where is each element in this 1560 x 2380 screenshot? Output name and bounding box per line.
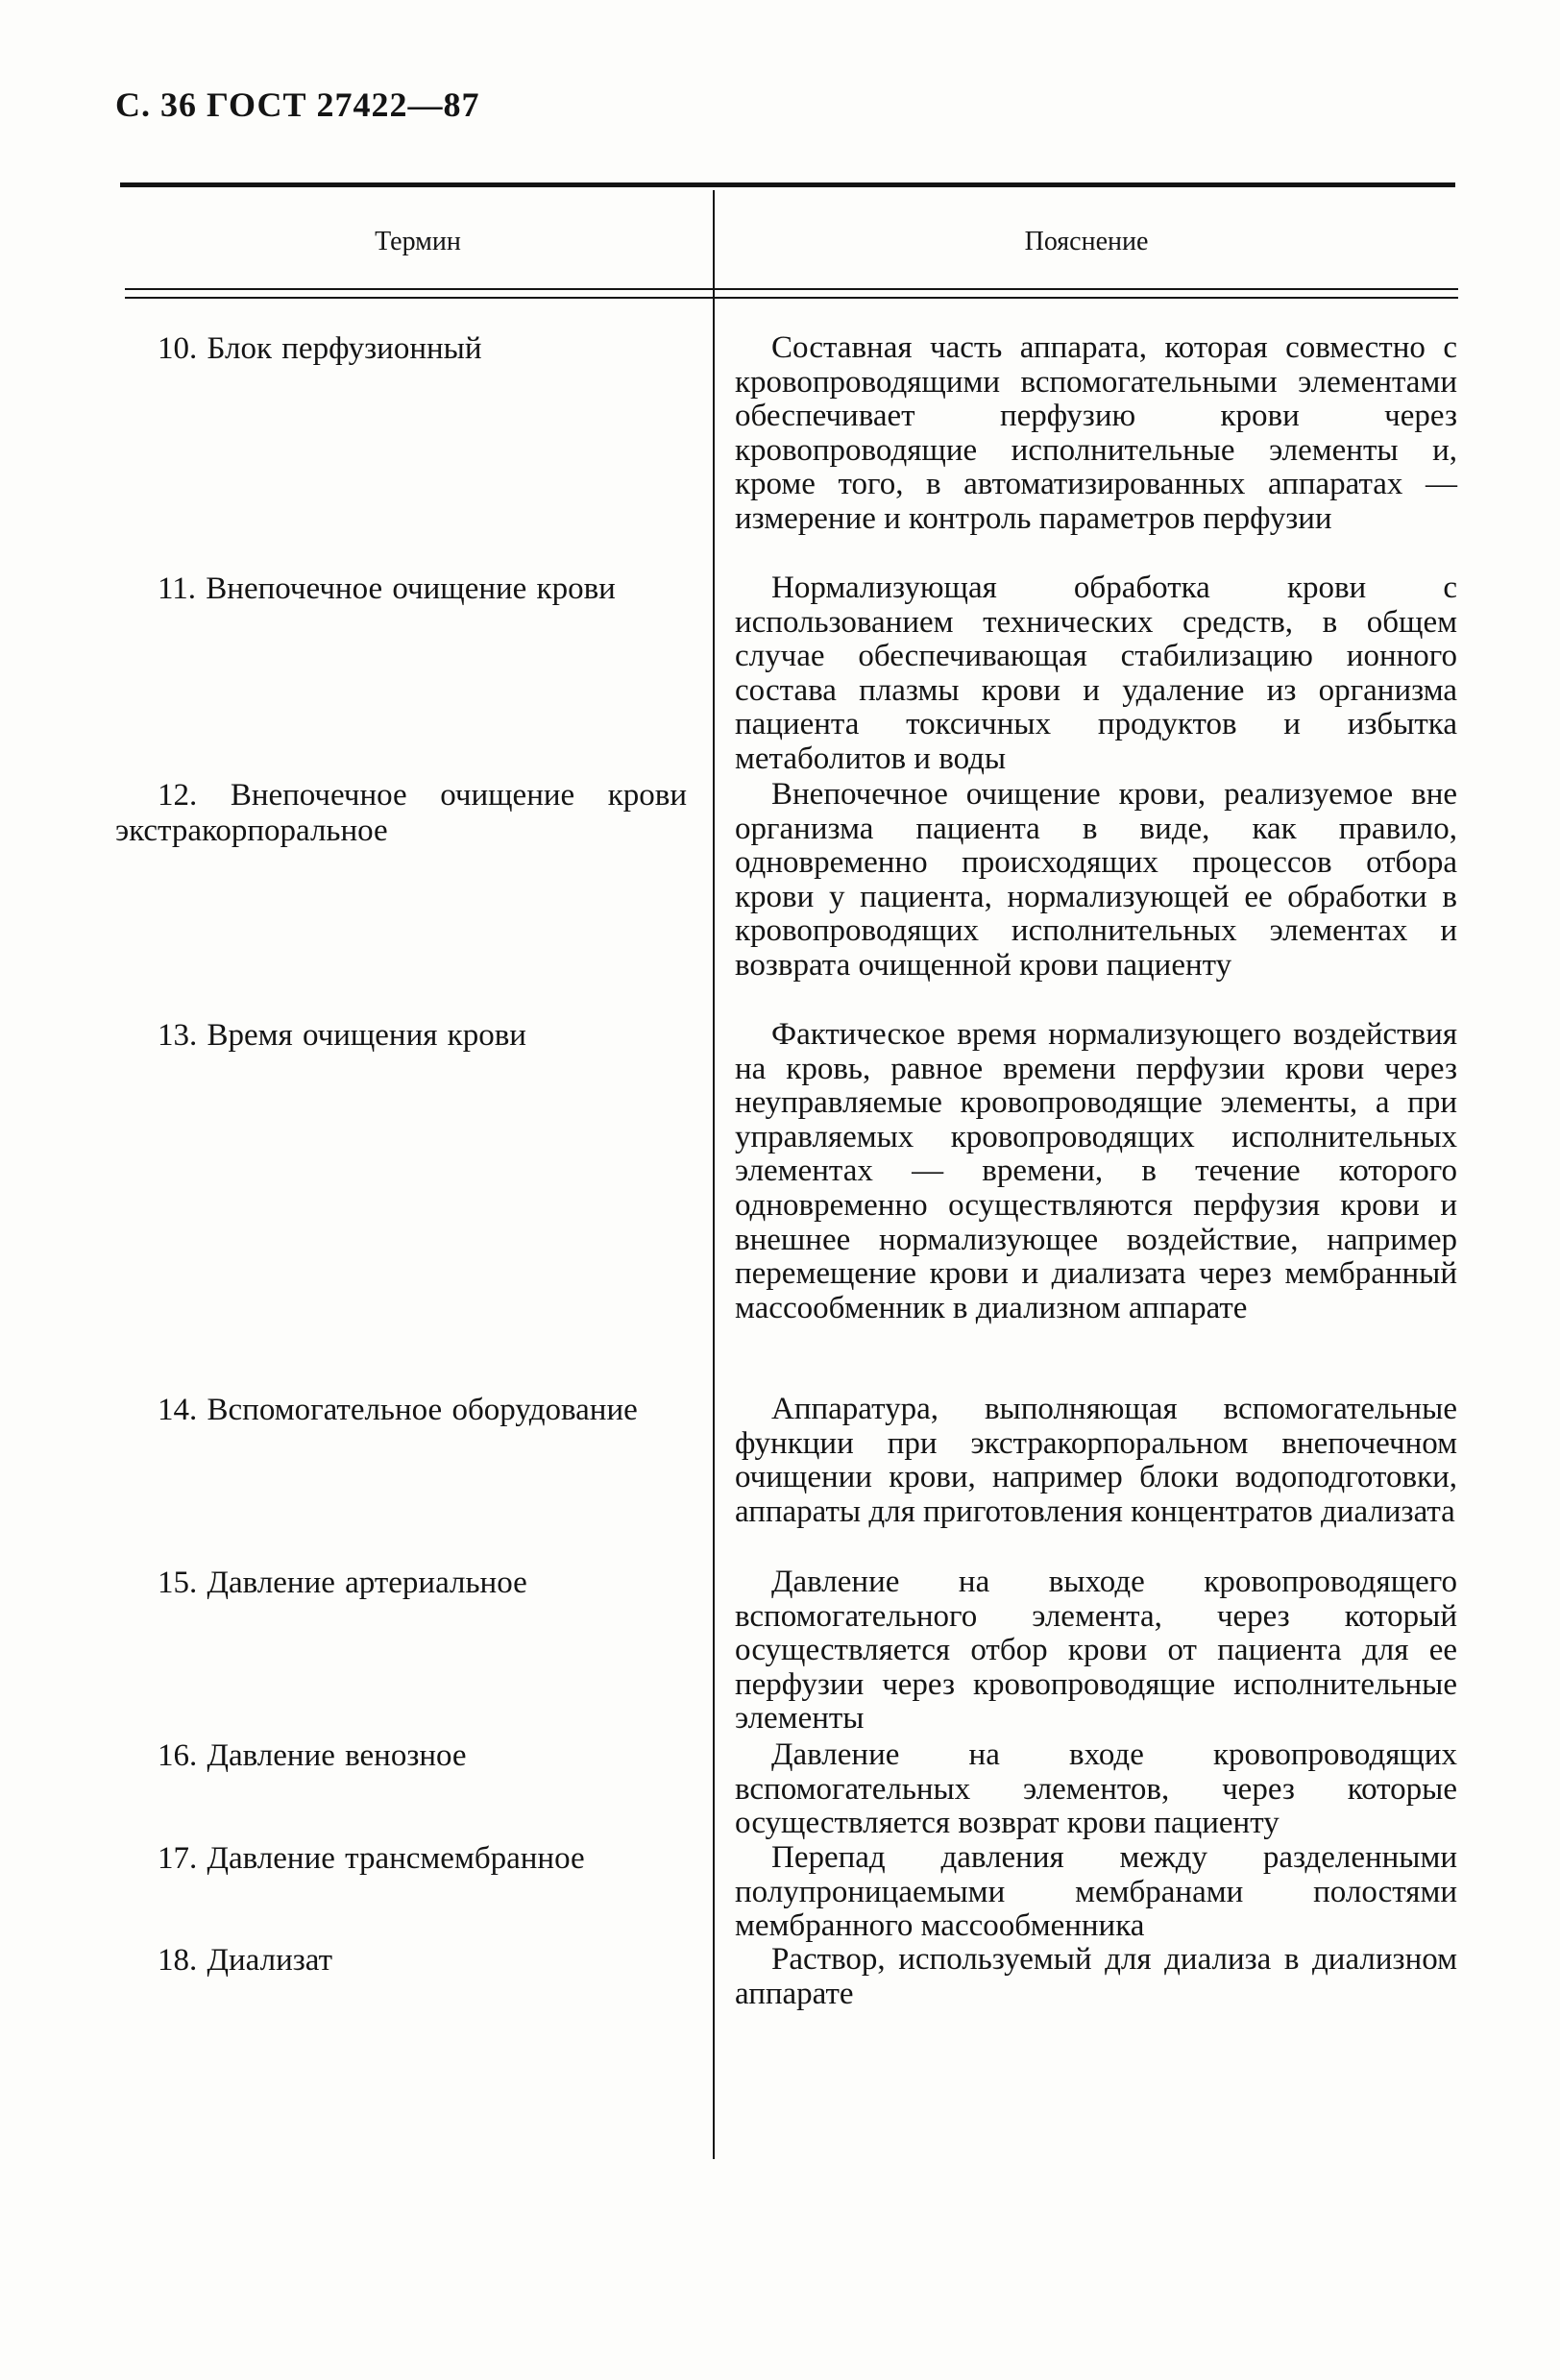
term-text: 13. Время очищения крови <box>158 1018 526 1053</box>
term-text: 17. Давление трансмембранное <box>158 1841 585 1876</box>
explanation-text: Составная часть аппарата, которая совместно с кровопроводящими вспомогательными элементами обеспечивает перфузию крови через кровопроводящие исполнительные элементы и, кроме того, в автоматизированных аппаратах — измерение и контроль параметров перфузии <box>735 330 1457 536</box>
term-row-11 <box>115 571 687 607</box>
explanation-text: Давление на выходе кровопроводящего вспомогательного элемента, через который осуществляется отбор крови от пациента для ее перфузии через кровопроводящие исполнительные элементы <box>735 1565 1457 1736</box>
explanation-row-14 <box>735 1393 1457 1529</box>
term-row-18 <box>115 1943 687 1979</box>
column-header-explanation: Пояснение <box>1024 227 1149 256</box>
explanation-text: Перепад давления между разделенными полупроницаемыми мембранами полостями мембранного массообменника <box>735 1840 1457 1944</box>
column-header-term: Термин <box>375 227 461 256</box>
term-row-17 <box>115 1841 687 1877</box>
explanation-row-17 <box>735 1841 1457 1944</box>
explanation-text: Фактическое время нормализующего воздействия на кровь, равное времени перфузии крови через неуправляемые кровопроводящие элементы, а при управляемых кровопроводящих исполнительных элементах — времени, в течение которого одновременно осуществляются перфузия крови и внешнее нормализующее воздействие, например перемещение крови и диализата через мембранный массообменник в диализном аппарате <box>735 1017 1457 1325</box>
term-text: 14. Вспомогательное оборудование <box>158 1393 638 1427</box>
page-header: С. 36 ГОСТ 27422—87 <box>115 85 480 124</box>
term-text: 16. Давление венозное <box>158 1738 467 1773</box>
term-text: 12. Внепочечное очищение крови экстракорпоральное <box>115 778 687 848</box>
column-divider <box>713 190 715 2159</box>
explanation-row-10 <box>735 331 1457 537</box>
explanation-row-18 <box>735 1943 1457 2011</box>
term-row-10 <box>115 331 687 367</box>
term-text: 15. Давление артериальное <box>158 1566 527 1600</box>
table-top-rule <box>120 182 1455 187</box>
term-row-15 <box>115 1566 687 1601</box>
explanation-text: Внепочечное очищение крови, реализуемое вне организма пациента в виде, как правило, одновременно происходящих процессов отбора крови у пациента, нормализующей ее обработки в кровопроводящих исполнительных элементах и возврата очищенной крови пациенту <box>735 777 1457 983</box>
explanation-text: Аппаратура, выполняющая вспомогательные функции при экстракорпоральном внепочечном очищении крови, например блоки водоподготовки, аппараты для приготовления концентратов диализата <box>735 1392 1457 1529</box>
term-row-14 <box>115 1393 687 1428</box>
explanation-text: Давление на входе кровопроводящих вспомогательных элементов, через которые осуществляется возврат крови пациенту <box>735 1737 1457 1841</box>
explanation-text: Раствор, используемый для диализа в диализном аппарате <box>735 1942 1457 2011</box>
term-text: 10. Блок перфузионный <box>158 331 482 366</box>
term-text: 11. Внепочечное очищение крови <box>158 571 616 606</box>
term-row-12 <box>115 778 687 849</box>
explanation-row-13 <box>735 1018 1457 1325</box>
term-text: 18. Диализат <box>158 1943 332 1978</box>
header-double-rule-lower <box>125 297 1458 299</box>
term-row-13 <box>115 1018 687 1054</box>
explanation-row-16 <box>735 1738 1457 1841</box>
explanation-text: Нормализующая обработка крови с использованием технических средств, в общем случае обеспечивающая стабилизацию ионного состава плазмы крови и удаление из организма пациента токсичных продуктов и избытка метаболитов и воды <box>735 571 1457 776</box>
term-row-16 <box>115 1738 687 1774</box>
explanation-row-15 <box>735 1566 1457 1736</box>
explanation-row-12 <box>735 778 1457 984</box>
explanation-row-11 <box>735 571 1457 777</box>
header-double-rule-upper <box>125 288 1458 290</box>
